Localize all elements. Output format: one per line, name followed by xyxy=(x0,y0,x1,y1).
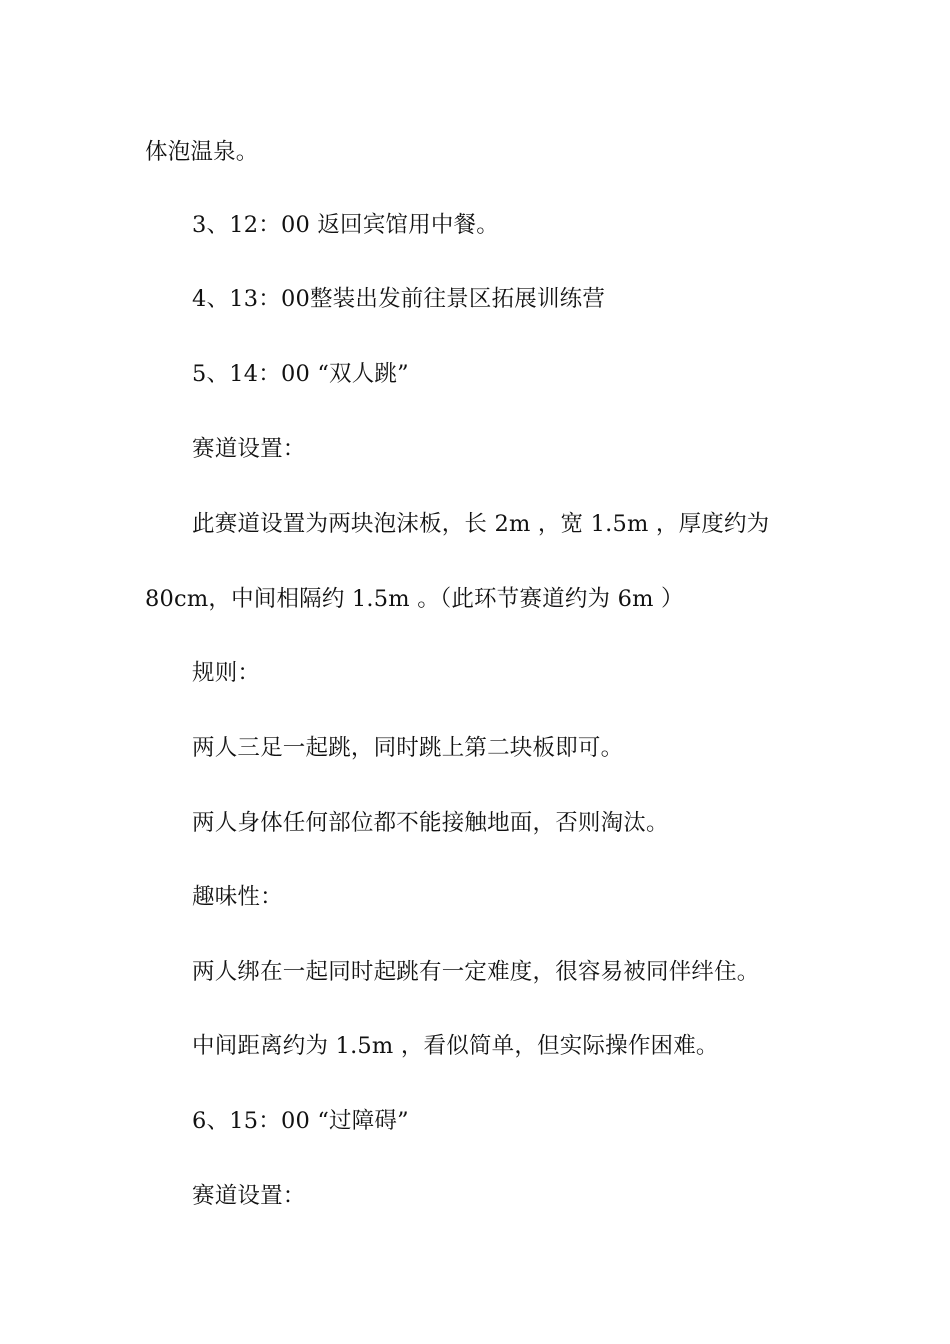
text-line-10: 两人身体任何部位都不能接触地面，否则淘汰。 xyxy=(192,810,669,836)
text-line-3: 4、13：00整装出发前往景区拓展训练营 xyxy=(192,286,606,312)
text-line-14: 6、15：00 “过障碍” xyxy=(192,1108,409,1134)
text-line-15: 赛道设置： xyxy=(192,1183,306,1209)
text-line-6: 此赛道设置为两块泡沫板，长 2m ，宽 1.5m ，厚度约为 xyxy=(192,511,770,537)
text-line-11: 趣味性： xyxy=(192,884,283,910)
text-line-1: 体泡温泉。 xyxy=(145,139,259,165)
text-line-13: 中间距离约为 1.5m ，看似简单，但实际操作困难。 xyxy=(192,1033,719,1059)
text-line-5: 赛道设置： xyxy=(192,436,306,462)
text-line-9: 两人三足一起跳，同时跳上第二块板即可。 xyxy=(192,735,624,761)
text-line-2: 3、12：00 返回宾馆用中餐。 xyxy=(192,212,499,238)
text-line-4: 5、14：00 “双人跳” xyxy=(192,361,409,387)
text-line-8: 规则： xyxy=(192,660,261,686)
text-line-7: 80cm，中间相隔约 1.5m 。（此环节赛道约为 6m ） xyxy=(145,586,684,612)
text-line-12: 两人绑在一起同时起跳有一定难度，很容易被同伴绊住。 xyxy=(192,959,760,985)
